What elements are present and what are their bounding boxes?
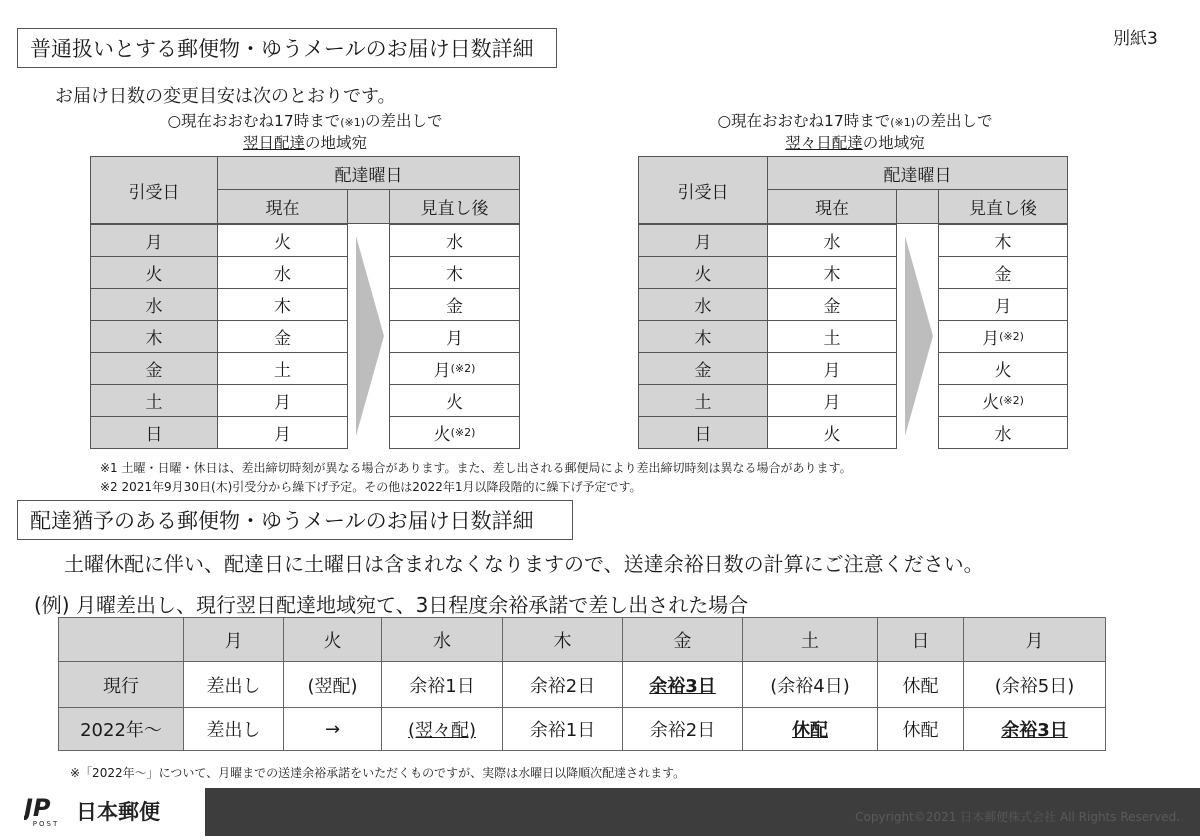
schedule-corner-cell (58, 617, 184, 662)
schedule-2022-cell: 差出し (183, 707, 284, 751)
revised-delivery-cell: 金 (389, 288, 520, 321)
intro-text: お届け日数の変更目安は次のとおりです。 (55, 86, 396, 107)
schedule-2022-cell: 余裕3日 (963, 707, 1106, 751)
receipt-day-cell: 月 (90, 224, 218, 257)
section2-note: ※「2022年～」について、月曜までの送達余裕承諾をいただくものですが、実際は水曜日以降順次配達されます。 (70, 766, 686, 780)
revised-delivery-cell: 水 (938, 416, 1068, 449)
schedule-2022-cell: 余裕1日 (502, 707, 623, 751)
receipt-day-cell: 日 (90, 416, 218, 449)
jp-post-mark-icon (24, 794, 68, 820)
current-delivery-cell: 火 (217, 224, 348, 257)
current-delivery-cell: 水 (217, 256, 348, 289)
schedule-day-header: 木 (502, 617, 623, 662)
current-delivery-cell: 月 (217, 416, 348, 449)
schedule-day-header: 金 (622, 617, 743, 662)
receipt-day-cell: 月 (638, 224, 768, 257)
schedule-current-cell: (余裕4日) (742, 661, 878, 708)
revised-delivery-cell: 月 (※2) (938, 320, 1068, 353)
attachment-label: 別紙3 (1113, 29, 1158, 49)
left-header-receipt: 引受日 (90, 156, 218, 224)
current-delivery-cell: 土 (217, 352, 348, 385)
schedule-current-cell: (余裕5日) (963, 661, 1106, 708)
svg-text:JP: JP (24, 794, 51, 820)
schedule-current-cell: 余裕2日 (502, 661, 623, 708)
revised-delivery-cell: 火 (※2) (938, 384, 1068, 417)
schedule-2022-cell: → (283, 707, 382, 751)
schedule-current-cell: (翌配) (283, 661, 382, 708)
current-delivery-cell: 月 (767, 384, 897, 417)
current-delivery-cell: 金 (767, 288, 897, 321)
revised-delivery-cell: 水 (389, 224, 520, 257)
current-delivery-cell: 月 (767, 352, 897, 385)
footnote-1: ※1 土曜・日曜・休日は、差出締切時刻が異なる場合があります。また、差し出される郵便局により差出締切時刻は異なる場合があります。 (100, 461, 852, 475)
revised-delivery-cell: 月 (389, 320, 520, 353)
current-delivery-cell: 木 (767, 256, 897, 289)
footnote-2: ※2 2021年9月30日(木)引受分から繰下げ予定。その他は2022年1月以降段階的に繰下げ予定です。 (100, 480, 642, 494)
revised-delivery-cell: 火 (938, 352, 1068, 385)
right-header-revised: 見直し後 (938, 189, 1068, 224)
revised-delivery-cell: 木 (938, 224, 1068, 257)
post-label: POST (32, 820, 60, 828)
section2-title: 配達猶予のある郵便物・ゆうメールのお届け日数詳細 (17, 500, 573, 540)
receipt-day-cell: 日 (638, 416, 768, 449)
right-header-current: 現在 (767, 189, 897, 224)
schedule-current-cell: 差出し (183, 661, 284, 708)
schedule-day-header: 土 (742, 617, 878, 662)
receipt-day-cell: 金 (90, 352, 218, 385)
section1-title: 普通扱いとする郵便物・ゆうメールのお届け日数詳細 (17, 28, 557, 68)
schedule-2022-cell: (翌々配) (381, 707, 503, 751)
schedule-day-header: 日 (877, 617, 964, 662)
schedule-day-header: 月 (183, 617, 284, 662)
current-delivery-cell: 土 (767, 320, 897, 353)
left-gap-header (348, 189, 389, 224)
schedule-current-cell: 余裕1日 (381, 661, 503, 708)
schedule-current-cell: 余裕3日 (622, 661, 743, 708)
current-delivery-cell: 火 (767, 416, 897, 449)
schedule-day-header: 火 (283, 617, 382, 662)
schedule-current-cell: 休配 (877, 661, 964, 708)
receipt-day-cell: 土 (90, 384, 218, 417)
receipt-day-cell: 水 (638, 288, 768, 321)
receipt-day-cell: 火 (90, 256, 218, 289)
left-header-delivery: 配達曜日 (217, 156, 520, 190)
receipt-day-cell: 木 (90, 320, 218, 353)
current-delivery-cell: 月 (217, 384, 348, 417)
schedule-row-label-2022: 2022年～ (58, 707, 184, 751)
copyright-text: Copyright©2021 日本郵便株式会社 All Rights Reserved. (855, 810, 1180, 824)
right-transition-arrow-icon (901, 236, 937, 436)
right-table-caption: ○現在おおむね17時まで(※1)の差出しで 翌々日配達の地域宛 (717, 112, 993, 152)
receipt-day-cell: 火 (638, 256, 768, 289)
schedule-2022-cell: 休配 (742, 707, 878, 751)
left-header-current: 現在 (217, 189, 348, 224)
revised-delivery-cell: 火 (※2) (389, 416, 520, 449)
receipt-day-cell: 金 (638, 352, 768, 385)
current-delivery-cell: 木 (217, 288, 348, 321)
left-header-revised: 見直し後 (389, 189, 520, 224)
japan-post-logo (24, 791, 160, 831)
schedule-row-label-current: 現行 (58, 661, 184, 708)
schedule-day-header: 月 (963, 617, 1106, 662)
revised-delivery-cell: 月 (※2) (389, 352, 520, 385)
revised-delivery-cell: 木 (389, 256, 520, 289)
right-header-receipt: 引受日 (638, 156, 768, 224)
current-delivery-cell: 水 (767, 224, 897, 257)
right-gap-header (897, 189, 938, 224)
receipt-day-cell: 土 (638, 384, 768, 417)
revised-delivery-cell: 月 (938, 288, 1068, 321)
revised-delivery-cell: 火 (389, 384, 520, 417)
japan-post-name: 日本郵便 (76, 800, 160, 824)
receipt-day-cell: 水 (90, 288, 218, 321)
schedule-2022-cell: 余裕2日 (622, 707, 743, 751)
receipt-day-cell: 木 (638, 320, 768, 353)
section2-example: (例) 月曜差出し、現行翌日配達地域宛て、3日程度余裕承諾で差し出された場合 (34, 593, 749, 617)
right-header-delivery: 配達曜日 (767, 156, 1068, 190)
left-transition-arrow-icon (352, 236, 388, 436)
left-table-caption: ○現在おおむね17時まで(※1)の差出しで 翌日配達の地域宛 (167, 112, 443, 152)
revised-delivery-cell: 金 (938, 256, 1068, 289)
current-delivery-cell: 金 (217, 320, 348, 353)
schedule-2022-cell: 休配 (877, 707, 964, 751)
schedule-day-header: 水 (381, 617, 503, 662)
section2-description: 土曜休配に伴い、配達日に土曜日は含まれなくなりますので、送達余裕日数の計算にご注意ください。 (64, 552, 984, 576)
